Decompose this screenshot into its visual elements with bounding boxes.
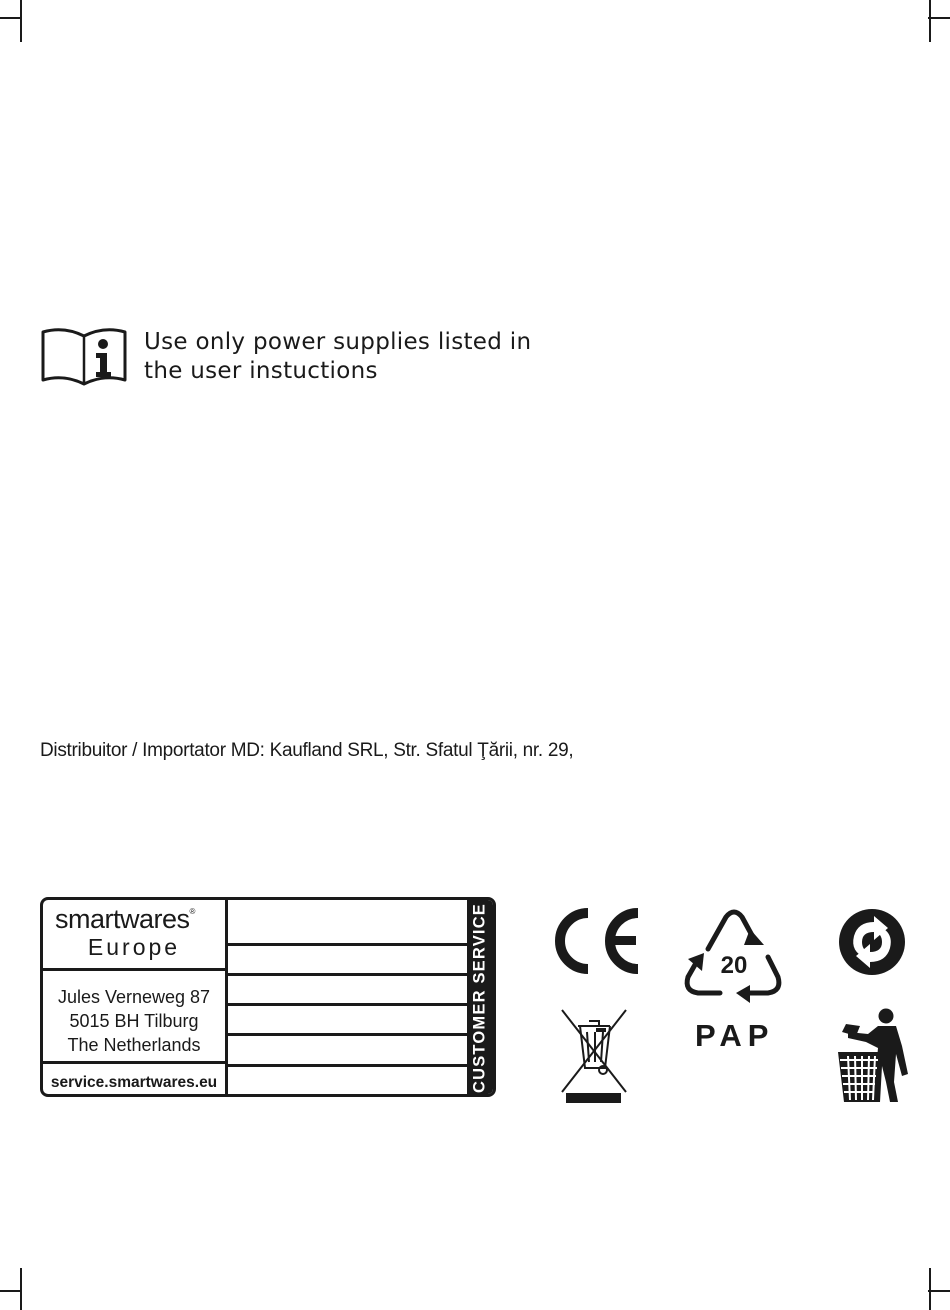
card-left-column (43, 900, 228, 1094)
read-manual-info-icon (40, 322, 128, 388)
crossed-out-wheelie-bin-icon (558, 1008, 630, 1106)
customer-service-card (40, 897, 496, 1097)
registered-mark: ® (189, 907, 195, 916)
entry-line (228, 943, 470, 946)
notice-text (144, 328, 531, 386)
distributor-text: Distribuitor / Importator MD: Kaufland SRL, Str. Sfatul Ţării, nr. 29, (40, 740, 574, 761)
service-website: service.smartwares.eu (50, 1074, 218, 1091)
brand-name: smartwares (55, 904, 190, 934)
notice-line-2: the user instuctions (144, 358, 378, 384)
notice-line-1: Use only power supplies listed in (144, 329, 532, 355)
address-block (43, 971, 225, 1064)
power-supply-notice (40, 322, 600, 392)
address-line-2: 5015 BH Tilburg (69, 1011, 199, 1031)
recycling-material-code: PAP (695, 1018, 775, 1053)
tidy-man-litter-icon (836, 1006, 910, 1106)
address-line-1: Jules Verneweg 87 (57, 987, 211, 1007)
customer-service-label: CUSTOMER SERVICE (470, 902, 489, 1094)
recycling-code: 20 (720, 952, 748, 979)
address-line-3: The Netherlands (67, 1035, 201, 1055)
brand-region: Europe (87, 934, 181, 960)
blank-entry-lines (228, 900, 470, 1094)
entry-line (228, 1033, 470, 1036)
green-dot-icon (836, 908, 908, 976)
entry-line (228, 973, 470, 976)
brand-block (43, 900, 225, 971)
brand-logo (55, 904, 195, 935)
entry-line (228, 1003, 470, 1006)
recycling-triangle-icon (680, 905, 788, 1013)
entry-line (228, 1064, 470, 1067)
ce-mark-icon (548, 907, 644, 975)
customer-service-band (467, 900, 493, 1094)
